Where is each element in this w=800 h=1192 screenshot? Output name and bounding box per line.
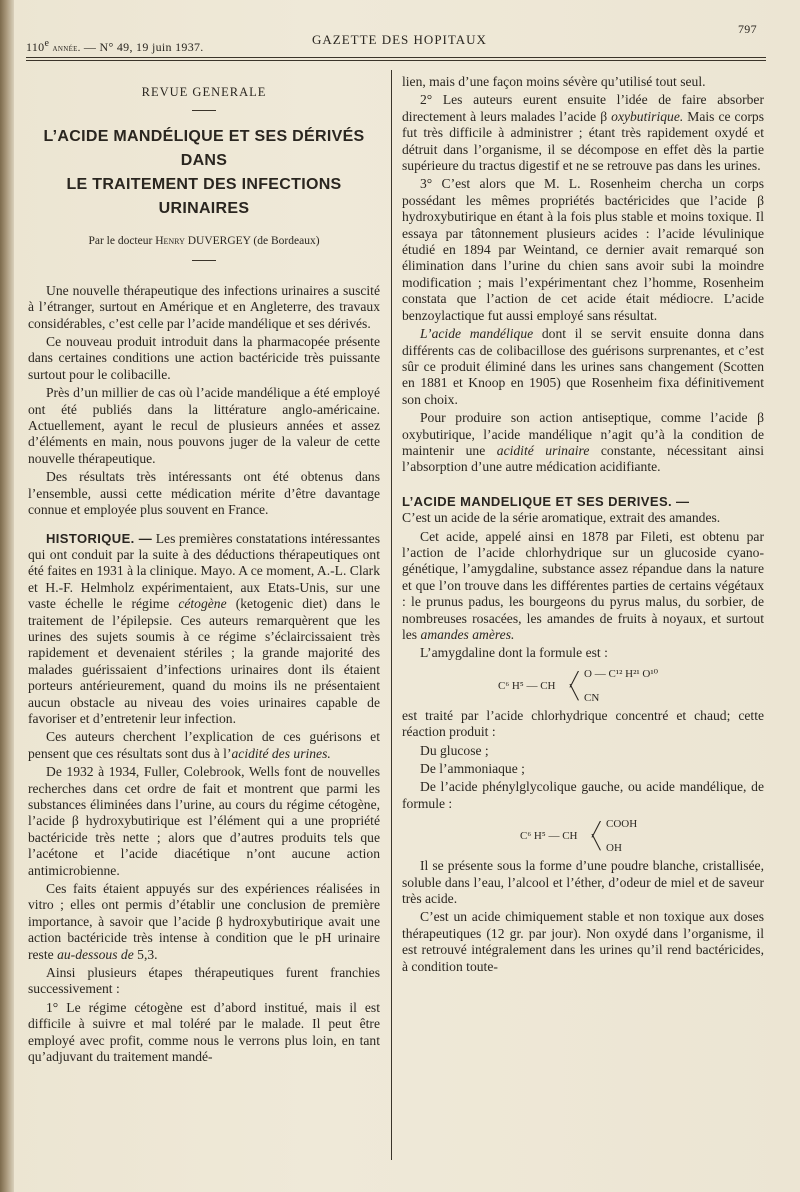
italic-run: au-dessous de (57, 946, 134, 962)
year-label: année. (52, 43, 81, 54)
header-rule (26, 57, 766, 58)
kicker-rule (192, 110, 216, 111)
formula-branch-top: COOH (606, 818, 638, 831)
paragraph: L’amygdaline dont la formule est : (420, 645, 608, 661)
text-run: 2° Les auteurs eurent ensuite l’idée de faire absorber directement à leurs malades l’acide β (402, 92, 764, 124)
header-rule-double (26, 60, 766, 61)
paragraph: Ce nouveau produit introduit dans la pharmacopée présente dans certaines conditions une action bactéricide très puissante surtout pour le colibacille. (28, 334, 380, 382)
list-item: De l’acide phénylglycolique gauche, ou acide mandélique, de formule : (402, 779, 764, 811)
paragraph: Près d’un millier de cas où l’acide mandélique a été employé ont été publiés dans la littérature anglo-américaine. Actuellement, ayant le recul de plusieurs années et assez d’éléments en main, nous pouvons juger de la valeur de cette nouvelle thérapeutique. (28, 385, 380, 466)
text-run: 5,3. (137, 946, 158, 962)
list-item: Du glucose ; (420, 742, 489, 758)
formula-branch-bottom: OH (606, 842, 622, 855)
text-run: constante, nécessitant ainsi l’absorption d’une autre médication acidifiante. (402, 442, 764, 475)
section-kicker: REVUE GENERALE (141, 85, 267, 99)
paragraph-historique (28, 531, 380, 728)
italic-run: oxybutirique. (611, 108, 684, 124)
paragraph: Ainsi plusieurs étapes thérapeutiques furent franchies successivement : (28, 965, 380, 997)
formula-amygdaline (402, 666, 764, 702)
article-title-line-2: LE TRAITEMENT DES INFECTIONS URINAIRES (66, 176, 342, 218)
paragraph (402, 529, 764, 644)
column-divider (391, 70, 392, 1160)
formula-stem: C⁶ H⁵ — CH (498, 679, 556, 692)
page-binding-edge (0, 0, 14, 1192)
issue-date: — N° 49, 19 juin 1937. (83, 40, 204, 54)
formula-bracket-bottom: ╲ (592, 836, 601, 852)
journal-title: GAZETTE DES HOPITAUX (312, 32, 487, 47)
byline-prefix: Par le docteur (88, 235, 153, 248)
formula-bracket-top: ╱ (592, 823, 601, 839)
paragraph (28, 729, 380, 762)
paragraph: C’est un acide chimiquement stable et non toxique aux doses thérapeutiques (12 gr. par jour). Non oxydé dans l’organisme, il est retrouvé intégralement dans les urines qu’il rend bactéricides, à condition toute- (402, 909, 764, 974)
italic-run: L’acide mandélique (420, 326, 534, 342)
byline (28, 233, 380, 249)
formula-bracket-top: ╱ (570, 672, 579, 688)
paragraph: 3° C’est alors que M. L. Rosenheim chercha un corps possédant les mêmes propriétés bactéricides que l’acide β hydroxybutirique en étant à la fois plus stable et moins toxique. Il essaya par tâtonnement plusieurs acides : l’acide lévulinique étudié en 1894 par Weintand, ce dernier avait remarqué son élimination dans l’urine du chien sans avoir subi la moindre modification ; mais l’expérimentant chez l’homme, Rosenheim constata que l’action de cet acide était médiocre. L’acide benzoylactique fut aussi employé sans résultat. (402, 176, 764, 323)
formula-branch-top: O — C¹² H²¹ O¹⁰ (584, 667, 659, 680)
text-run: Ces faits étaient appuyés sur des expériences réalisées in vitro ; elles ont permis d’établir une conclusion de première importance, à savoir que l’acide β hydroxybutirique avait une action bactéricide très intense à condition que le pH urinaire reste (28, 881, 380, 962)
italic-run: acidité urinaire (496, 442, 590, 458)
byline-author: DUVERGEY (de Bordeaux) (187, 235, 320, 248)
formula-bracket-bottom: ╲ (570, 685, 579, 701)
right-column (402, 74, 764, 977)
italic-run: cétogène (178, 596, 227, 612)
paragraph: De 1932 à 1934, Fuller, Colebrook, Wells font de nouvelles recherches dans cet ordre de fait et montrent que parmi les substances éliminées dans l’urine, au cours du régime cétogène, l’acide β hydroxybutirique est l’élément qui a une propriété bactéricide très nette ; alors que d’autres produits tels que l’acétone et l’acide diacétique n’ont aucune action antimicrobienne. (28, 764, 380, 878)
paragraph: C’est un acide de la série aromatique, extrait des amandes. (402, 510, 721, 526)
byline-firstname: Henry (155, 235, 185, 248)
article-title-line-1: L’ACIDE MANDÉLIQUE ET SES DÉRIVÉS DANS (43, 128, 365, 170)
article-title (28, 125, 380, 221)
paragraph (402, 92, 764, 174)
left-column (28, 74, 380, 1068)
paragraph: Il se présente sous la forme d’une poudre blanche, cristallisée, soluble dans l’eau, l’alcool et l’éther, d’odeur de miel et de saveur très acide. (402, 858, 764, 907)
text-run: Les premières constatations intéressantes qui ont conduit par la suite à des déductions thérapeutiques ont été faites en 1931 à la clinique. Mayo. A ce moment, A.-L. Clark et H.-F. Helmholz expérimentaient, aux Etats-Unis, sur une vaste échelle le régime (28, 530, 380, 612)
text-run: Pour produire son action antiseptique, comme l’acide β oxybutirique, l’acide mandélique n’agit qu’à la condition de maintenir une (402, 410, 764, 458)
paragraph: 1° Le régime cétogène est d’abord institué, mais il est difficile à suivre et mal toléré par le malade. Il peut être employé avec profit, comme nous le verrons plus loin, en tant qu’adjuvant du traitement mandé- (28, 999, 380, 1065)
text-run: Cet acide, appelé ainsi en 1878 par Fileti, est obtenu par l’action de l’acide chlorhydrique sur un glucoside cyano-génétique, l’amygdaline, substance assez répandue dans la nature et que l’on trouve dans les différentes parties de certains végétaux : le prunus padus, les bourgeons du pyrus malus, du sorbier, de nombreuses rosacées, les amandes de fruits à noyaux, et surtout les (402, 528, 764, 642)
page-number: 797 (738, 22, 757, 36)
issue-info (26, 38, 204, 55)
paragraph (402, 410, 764, 476)
paragraph (402, 326, 764, 408)
formula-stem: C⁶ H⁵ — CH (520, 830, 578, 843)
text-run: dont il se servit ensuite donna dans différents cas de colibacillose des guérisons surprenantes, et c’est sûr ce produit éliminé dans les urines sans changement (Scotten en 1881 et Knoop en 1905) que Rosenheim fixa définitivement son choix. (402, 326, 765, 407)
year-number: 110 (26, 40, 45, 54)
section-heading-derives: L’ACIDE MANDELIQUE ET SES DERIVES. — (402, 493, 690, 509)
running-head (26, 22, 766, 54)
text-run: Ces auteurs cherchent l’explication de ces guérisons et pensent que ces résultats sont dus à l’ (28, 729, 380, 761)
italic-run: acidité des urines. (231, 745, 331, 761)
paragraph: est traité par l’acide chlorhydrique concentré et chaud; cette réaction produit : (402, 707, 764, 740)
paragraph: Des résultats très intéressants ont été obtenus dans l’ensemble, aussi cette médication mérite d’être davantage connue et employée plus souvent en France. (28, 469, 380, 518)
paragraph (28, 881, 380, 963)
paragraph-continued: lien, mais d’une façon moins sévère qu’utilisé tout seul. (402, 74, 706, 89)
year-superscript: e (44, 38, 50, 49)
text-run: (ketogenic diet) dans le traitement de l’épilepsie. Ces auteurs remarquèrent que les urines des sujets soumis à ce régime s’éclaircissaient très rapidement et devenaient stériles ; la grande majorité des malades guérissaient d’infections urinaires dont ils étaient porteurs antérieurement, quand du moins ils ne présentaient aucun obstacle au niveau des voies urinaires capable de favoriser et d’entretenir leur infection. (28, 596, 380, 726)
paragraph-intro: Une nouvelle thérapeutique des infections urinaires a suscité à l’étranger, surtout en Amérique et en Angleterre, des travaux considérables, c’est celle par l’acide mandélique et ses dérivés. (28, 282, 380, 331)
italic-run: amandes amères. (420, 627, 515, 642)
formula-branch-bottom: CN (584, 691, 600, 704)
list-item: De l’ammoniaque ; (420, 761, 525, 777)
formula-mandelic-acid (402, 816, 764, 855)
text-run: Mais ce corps fut très difficile à administrer ; étant très rapidement oxydé et détruit dans l’organisme, il se décompose en effet dès la partie supérieure du tractus digestif et ne se retrouve pas dans les urines. (402, 108, 764, 174)
section-heading-historique: HISTORIQUE. — (46, 530, 153, 546)
